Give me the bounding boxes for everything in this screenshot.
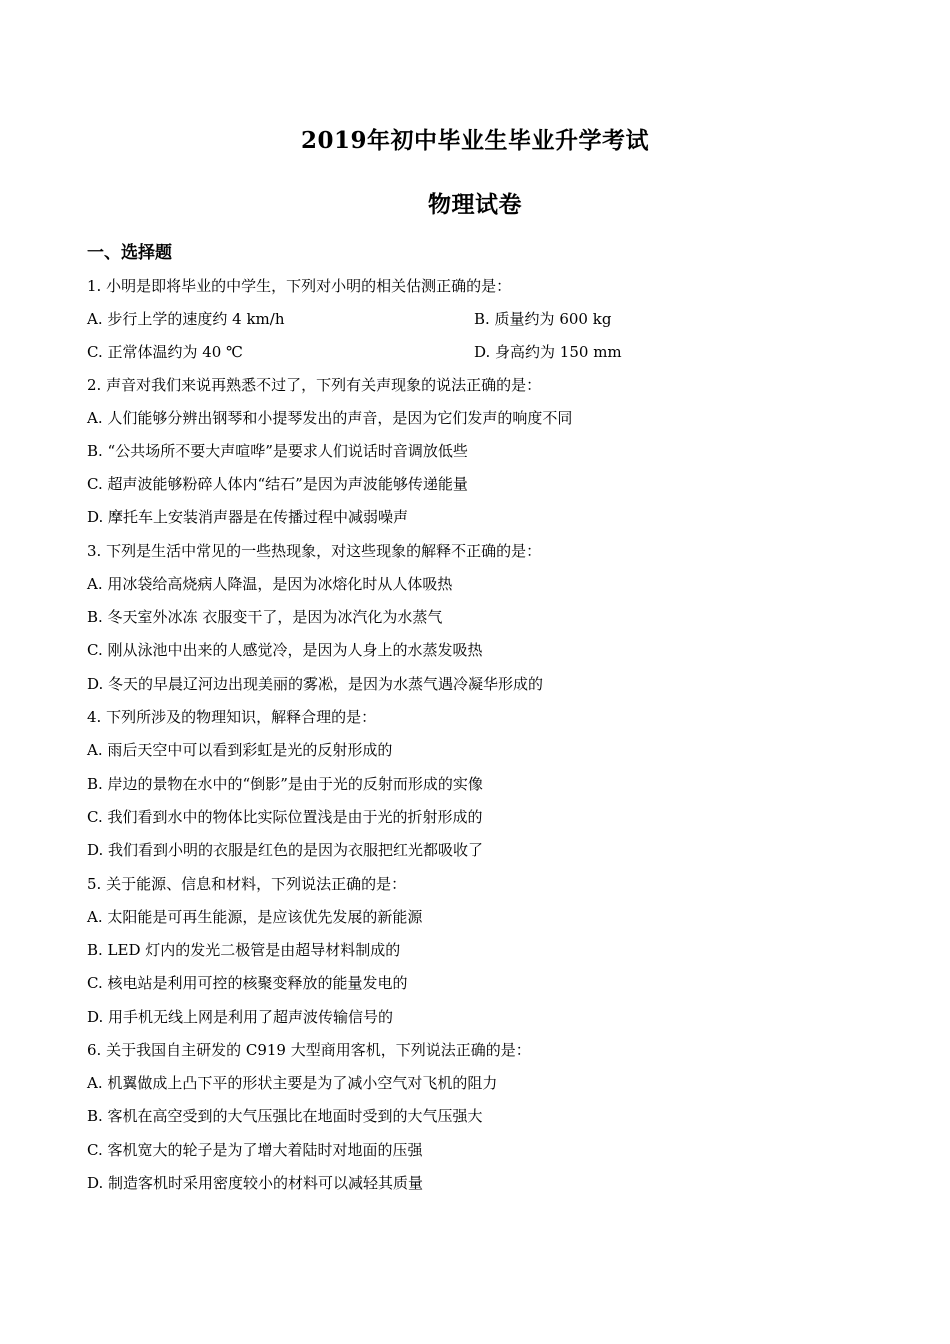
question-5-stem: 5. 关于能源、信息和材料，下列说法正确的是： (87, 875, 407, 893)
question-2-stem: 2. 声音对我们来说再熟悉不过了，下列有关声现象的说法正确的是： (87, 376, 542, 394)
question-3-option-b: B. 冬天室外冰冻 衣服变干了，是因为冰汽化为水蒸气 (87, 608, 443, 626)
question-3-stem: 3. 下列是生活中常见的一些热现象，对这些现象的解释不正确的是： (87, 542, 542, 560)
exam-title: 2019年初中毕业生毕业升学考试 (300, 127, 649, 154)
question-5-option-b: B. LED 灯内的发光二极管是由超导材料制成的 (87, 941, 401, 959)
question-1-option-a: A. 步行上学的速度约 4 km/h (87, 310, 285, 328)
question-6-option-c: C. 客机宽大的轮子是为了增大着陆时对地面的压强 (87, 1141, 423, 1159)
section-heading: 一、选择题 (87, 243, 172, 263)
question-6-option-a: A. 机翼做成上凸下平的形状主要是为了减小空气对飞机的阻力 (87, 1074, 498, 1092)
question-4-option-b: B. 岸边的景物在水中的“倒影”是由于光的反射而形成的实像 (87, 775, 483, 793)
question-6-stem: 6. 关于我国自主研发的 C919 大型商用客机，下列说法正确的是： (87, 1041, 531, 1059)
question-1-stem: 1. 小明是即将毕业的中学生，下列对小明的相关估测正确的是： (87, 277, 512, 295)
question-2-option-b: B. “公共场所不要大声喧哗”是要求人们说话时音调放低些 (87, 442, 468, 460)
exam-subtitle: 物理试卷 (428, 191, 522, 218)
question-4-option-d: D. 我们看到小明的衣服是红色的是因为衣服把红光都吸收了 (87, 841, 484, 859)
question-6-option-d: D. 制造客机时采用密度较小的材料可以减轻其质量 (87, 1174, 424, 1192)
question-2-option-c: C. 超声波能够粉碎人体内“结石”是因为声波能够传递能量 (87, 475, 468, 493)
question-4-option-c: C. 我们看到水中的物体比实际位置浅是由于光的折射形成的 (87, 808, 483, 826)
question-5-option-d: D. 用手机无线上网是利用了超声波传输信号的 (87, 1008, 394, 1026)
question-1-option-b: B. 质量约为 600 kg (474, 310, 612, 328)
question-5-option-c: C. 核电站是利用可控的核聚变释放的能量发电的 (87, 974, 408, 992)
question-3-option-d: D. 冬天的早晨辽河边出现美丽的雾凇，是因为水蒸气遇冷凝华形成的 (87, 675, 544, 693)
question-4-option-a: A. 雨后天空中可以看到彩虹是光的反射形成的 (87, 741, 393, 759)
question-2-option-d: D. 摩托车上安装消声器是在传播过程中减弱噪声 (87, 508, 409, 526)
question-3-option-a: A. 用冰袋给高烧病人降温，是因为冰熔化时从人体吸热 (87, 575, 453, 593)
question-2-option-a: A. 人们能够分辨出钢琴和小提琴发出的声音，是因为它们发声的响度不同 (87, 409, 573, 427)
question-1-option-d: D. 身高约为 150 mm (474, 343, 622, 361)
question-1-option-c: C. 正常体温约为 40 ℃ (87, 343, 243, 361)
question-3-option-c: C. 刚从泳池中出来的人感觉冷，是因为人身上的水蒸发吸热 (87, 641, 483, 659)
question-6-option-b: B. 客机在高空受到的大气压强比在地面时受到的大气压强大 (87, 1107, 483, 1125)
question-4-stem: 4. 下列所涉及的物理知识，解释合理的是： (87, 708, 377, 726)
question-5-option-a: A. 太阳能是可再生能源，是应该优先发展的新能源 (87, 908, 423, 926)
